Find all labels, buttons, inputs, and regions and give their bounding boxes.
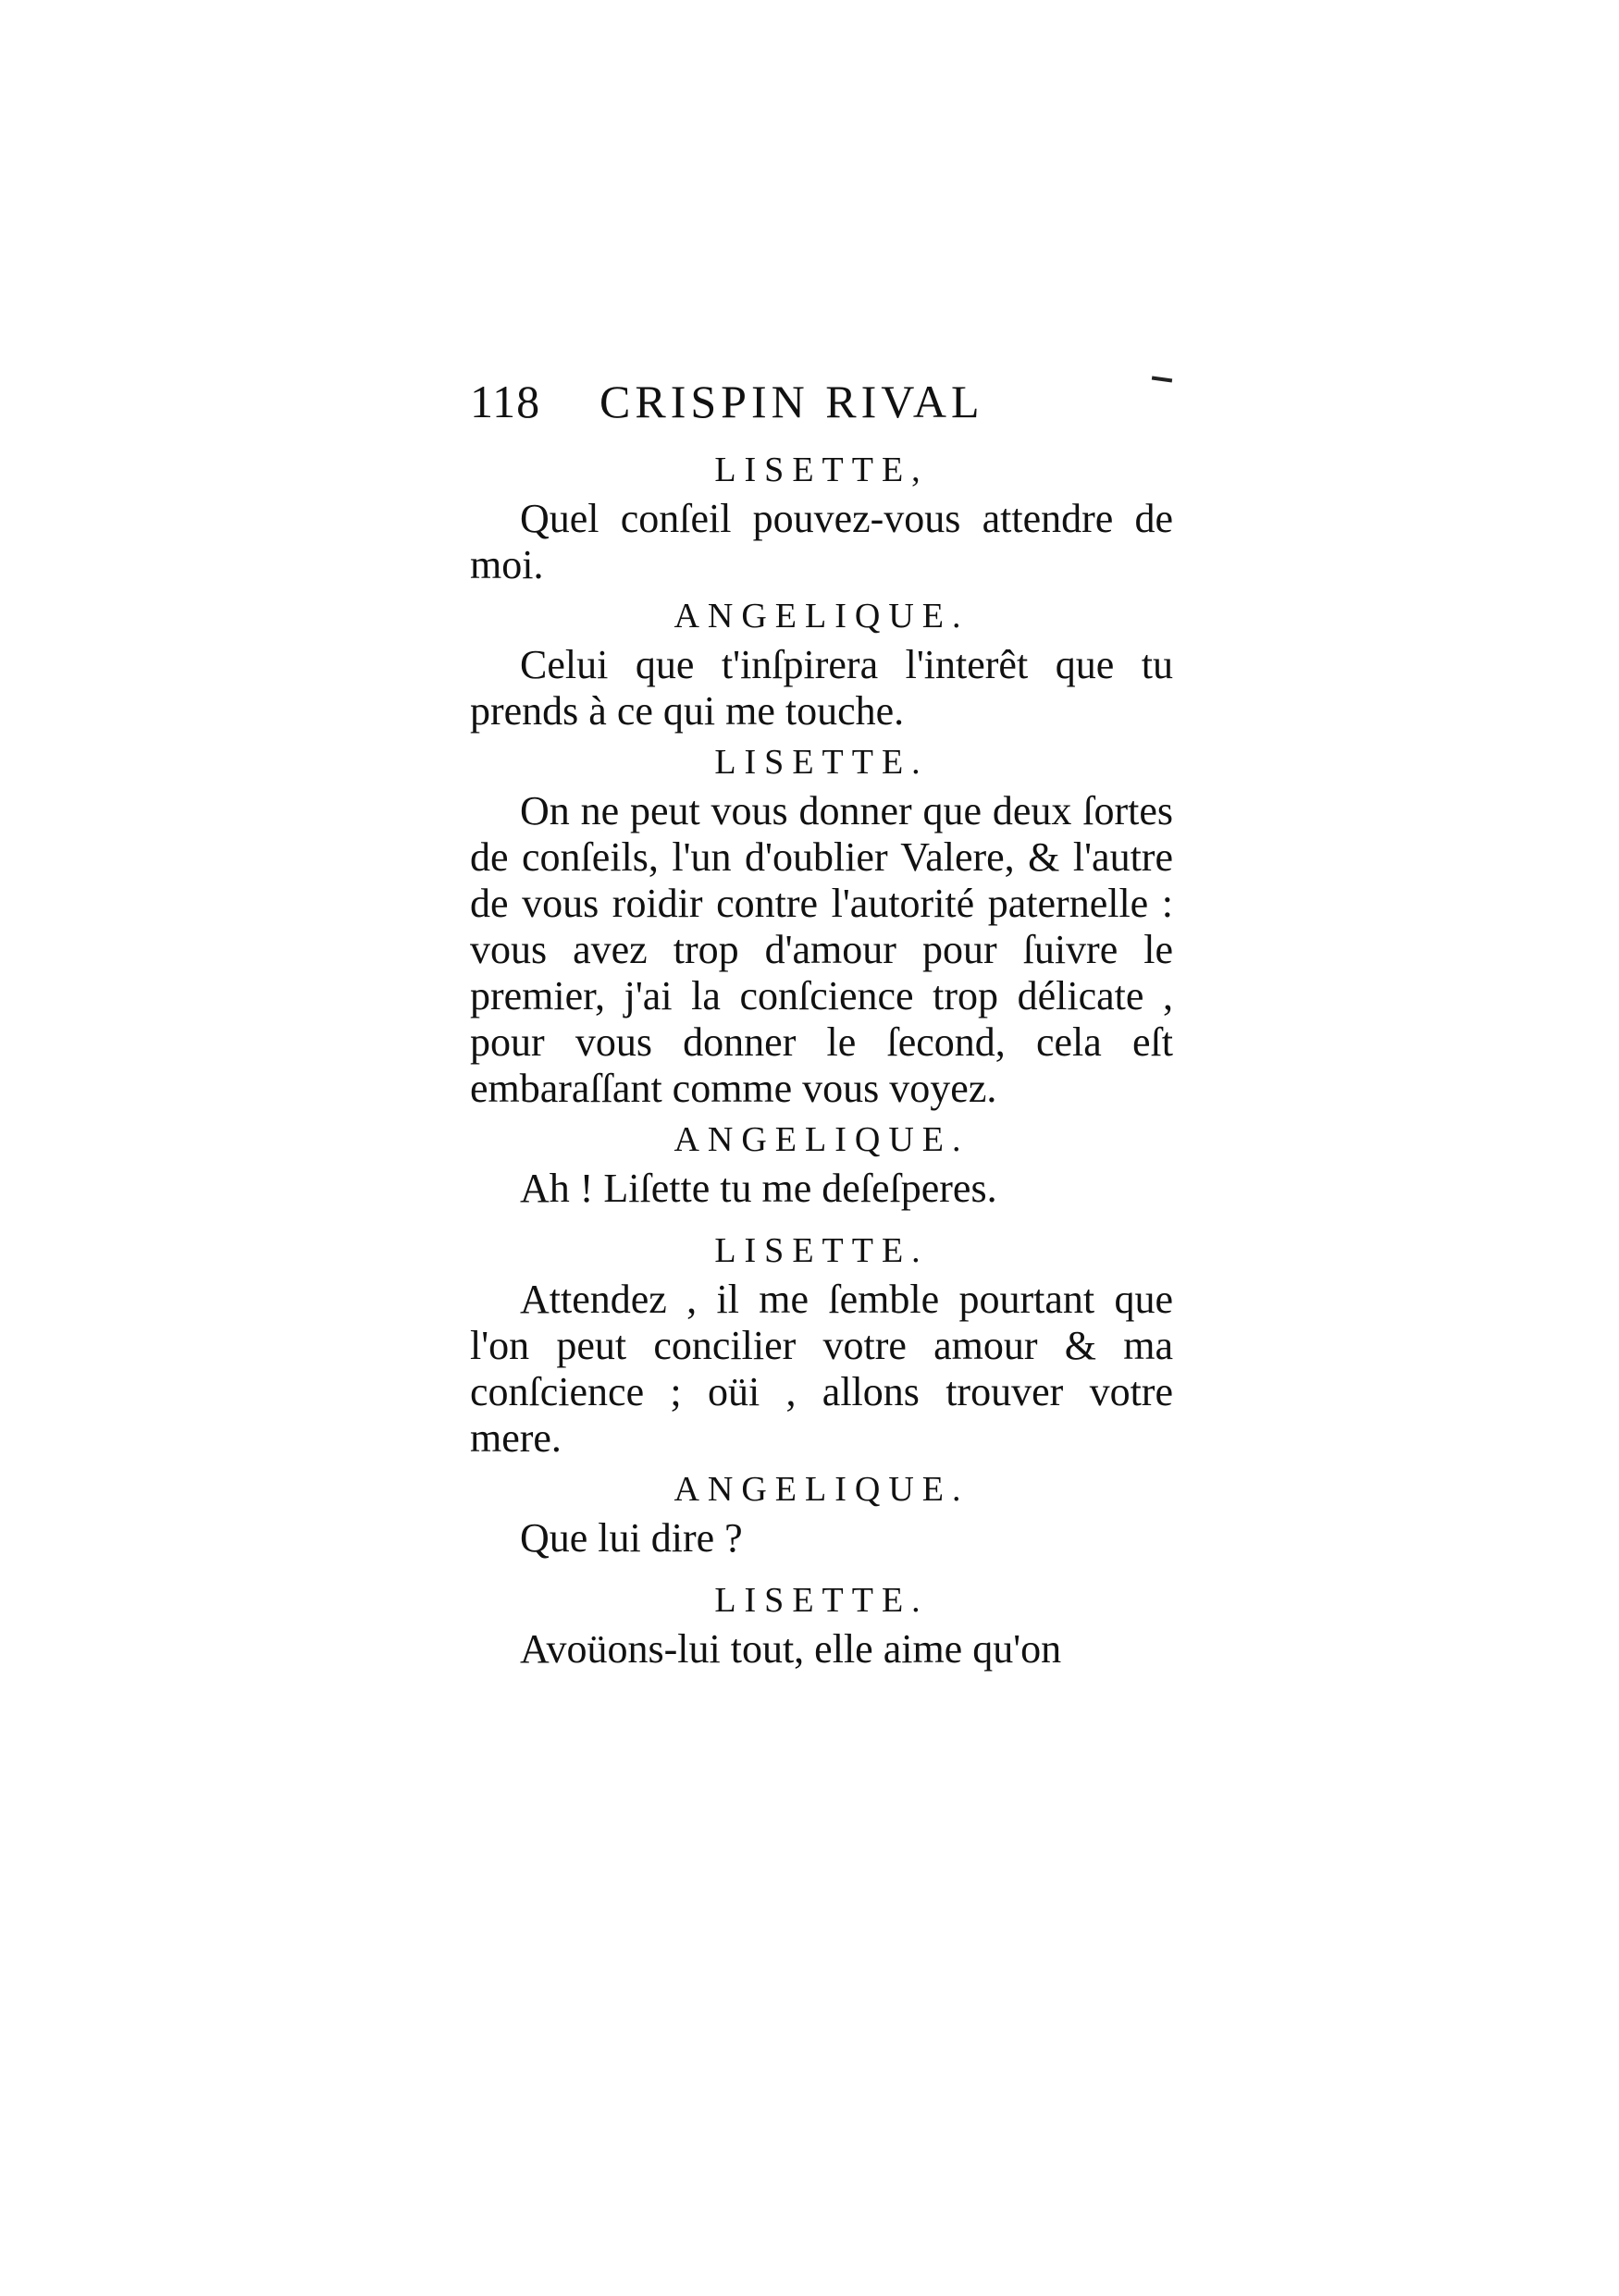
dialogue-body	[470, 442, 1173, 1673]
speaker-name: LISETTE.	[714, 1581, 929, 1620]
page-number: 118	[470, 376, 541, 427]
speaker-name: LISETTE.	[714, 743, 929, 782]
speech-text: Quel conſeil pouvez-vous attendre de moi.	[470, 496, 1173, 587]
speaker-name: LISETTE,	[714, 451, 929, 489]
speech-text: Avoüons-lui tout, elle aime qu'on	[520, 1626, 1062, 1672]
speech-text: On ne peut vous donner que deux ſortes de conſeils, l'un d'oublier Valere, & l'autre de vous roidir contre l'autorité paternelle : vous avez trop d'amour pour ſuivre le premier, j'ai la conſcience trop délicate , pour vous donner le ſecond, cela eſt embaraſſant comme vous voyez.	[470, 788, 1173, 1111]
speaker-name: LISETTE.	[714, 1231, 929, 1270]
running-title: CRISPIN RIVAL	[599, 376, 984, 427]
speech-text: Attendez , il me ſemble pourtant que l'on peut concilier votre amour & ma conſcience ; oüi , allons trouver votre mere.	[470, 1277, 1173, 1461]
speaker-name: ANGELIQUE.	[674, 1120, 970, 1159]
speech-text: Que lui dire ?	[520, 1515, 743, 1561]
speech-text: Ah ! Liſette tu me deſeſperes.	[520, 1166, 997, 1211]
running-header	[470, 375, 1173, 439]
speaker-name: ANGELIQUE.	[674, 597, 970, 636]
speaker-name: ANGELIQUE.	[674, 1470, 970, 1509]
speech-text: Celui que t'inſpirera l'interêt que tu prends à ce qui me touche.	[470, 642, 1173, 734]
